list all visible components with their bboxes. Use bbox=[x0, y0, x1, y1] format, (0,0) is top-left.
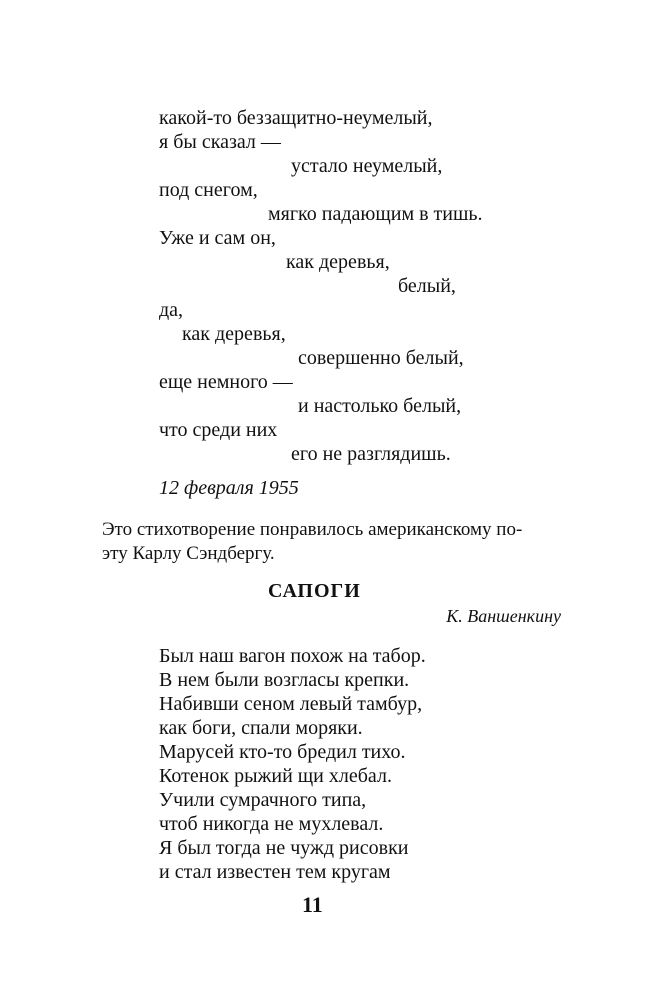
poem2-line: Был наш вагон похож на табор. bbox=[159, 645, 426, 667]
poem2-dedication: К. Ваншенкину bbox=[446, 606, 561, 626]
note-line: эту Карлу Сэндбергу. bbox=[102, 543, 275, 564]
poem2-title: САПОГИ bbox=[268, 580, 361, 602]
poem1-line: совершенно белый, bbox=[298, 347, 464, 369]
poem1-line: устало неумелый, bbox=[291, 155, 443, 177]
poem1-date: 12 февраля 1955 bbox=[159, 477, 299, 499]
page-number: 11 bbox=[302, 892, 323, 917]
poem1-line: белый, bbox=[398, 275, 456, 297]
poem1-line: его не разглядишь. bbox=[291, 443, 451, 465]
poem2-line: Котенок рыжий щи хлебал. bbox=[159, 765, 392, 787]
poem2-line: Учили сумрачного типа, bbox=[159, 789, 367, 811]
poem1-line: еще немного — bbox=[159, 371, 293, 393]
poem1-line: Уже и сам он, bbox=[159, 227, 276, 249]
poem2-line: Набивши сеном левый тамбур, bbox=[159, 693, 423, 715]
poem1-line: да, bbox=[159, 299, 184, 321]
poem1-line: и настолько белый, bbox=[298, 395, 462, 417]
poem1-line: под снегом, bbox=[159, 179, 258, 201]
poem2-line: как боги, спали моряки. bbox=[159, 717, 363, 739]
poem2-line: и стал известен тем кругам bbox=[159, 861, 391, 883]
poem2-line: Я был тогда не чужд рисовки bbox=[159, 837, 409, 859]
note-line: Это стихотворение понравилось американскому по- bbox=[102, 519, 523, 540]
poem2-line: чтоб никогда не мухлевал. bbox=[159, 813, 384, 835]
poem1-line: какой-то беззащитно-неумелый, bbox=[159, 107, 433, 129]
poem1-line: как деревья, bbox=[182, 323, 286, 345]
poem1-line: что среди них bbox=[159, 419, 278, 441]
poem1-line: мягко падающим в тишь. bbox=[268, 203, 483, 225]
poem2-line: В нем были возгласы крепки. bbox=[159, 669, 410, 691]
poem2-line: Марусей кто-то бредил тихо. bbox=[159, 741, 406, 763]
poem1-line: я бы сказал — bbox=[159, 131, 281, 153]
poem1-line: как деревья, bbox=[286, 251, 390, 273]
